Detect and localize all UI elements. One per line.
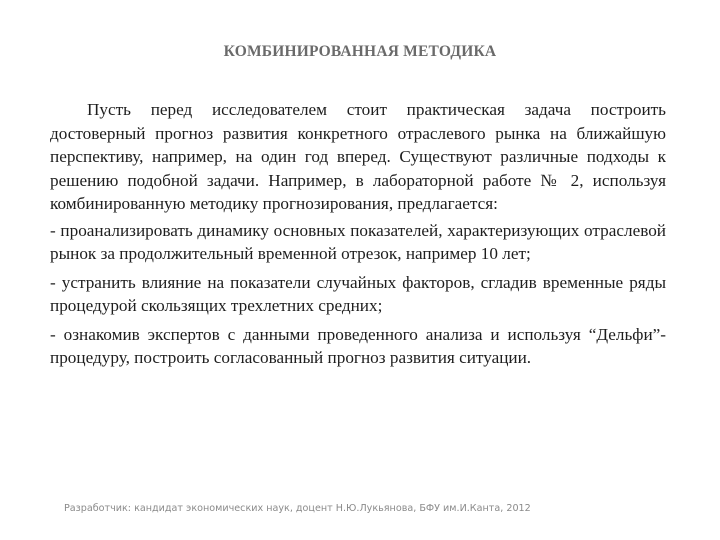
intro-paragraph: Пусть перед исследователем стоит практическая задача построить достоверный прогноз развития конкретного отраслевого рынка на ближайшую перспективу, например, на один год вперед. Существуют различные подходы к решению подобной задачи. Например, в лабораторной работе № 2, используя комбинированную методику прогнозирования, предлагается:: [50, 100, 666, 213]
bullet-analyze: - проанализировать динамику основных показателей, характеризующих отраслевой рынок за продолжительный временной отрезок, например 10 лет;: [50, 220, 666, 263]
footer-credit: Разработчик: кандидат экономических наук, доцент Н.Ю.Лукьянова, БФУ им.И.Канта, 2012: [64, 503, 531, 514]
bullet-smooth: - устранить влияние на показатели случайных факторов, сгладив временные ряды процедурой скользящих трехлетних средних;: [50, 272, 666, 315]
slide-title: КОМБИНИРОВАННАЯ МЕТОДИКА: [223, 43, 497, 60]
bullet-delphi: - ознакомив экспертов с данными проведенного анализа и используя “Дельфи”-процедуру, построить согласованный прогноз развития ситуации.: [50, 324, 666, 367]
slide-body: [50, 98, 666, 375]
